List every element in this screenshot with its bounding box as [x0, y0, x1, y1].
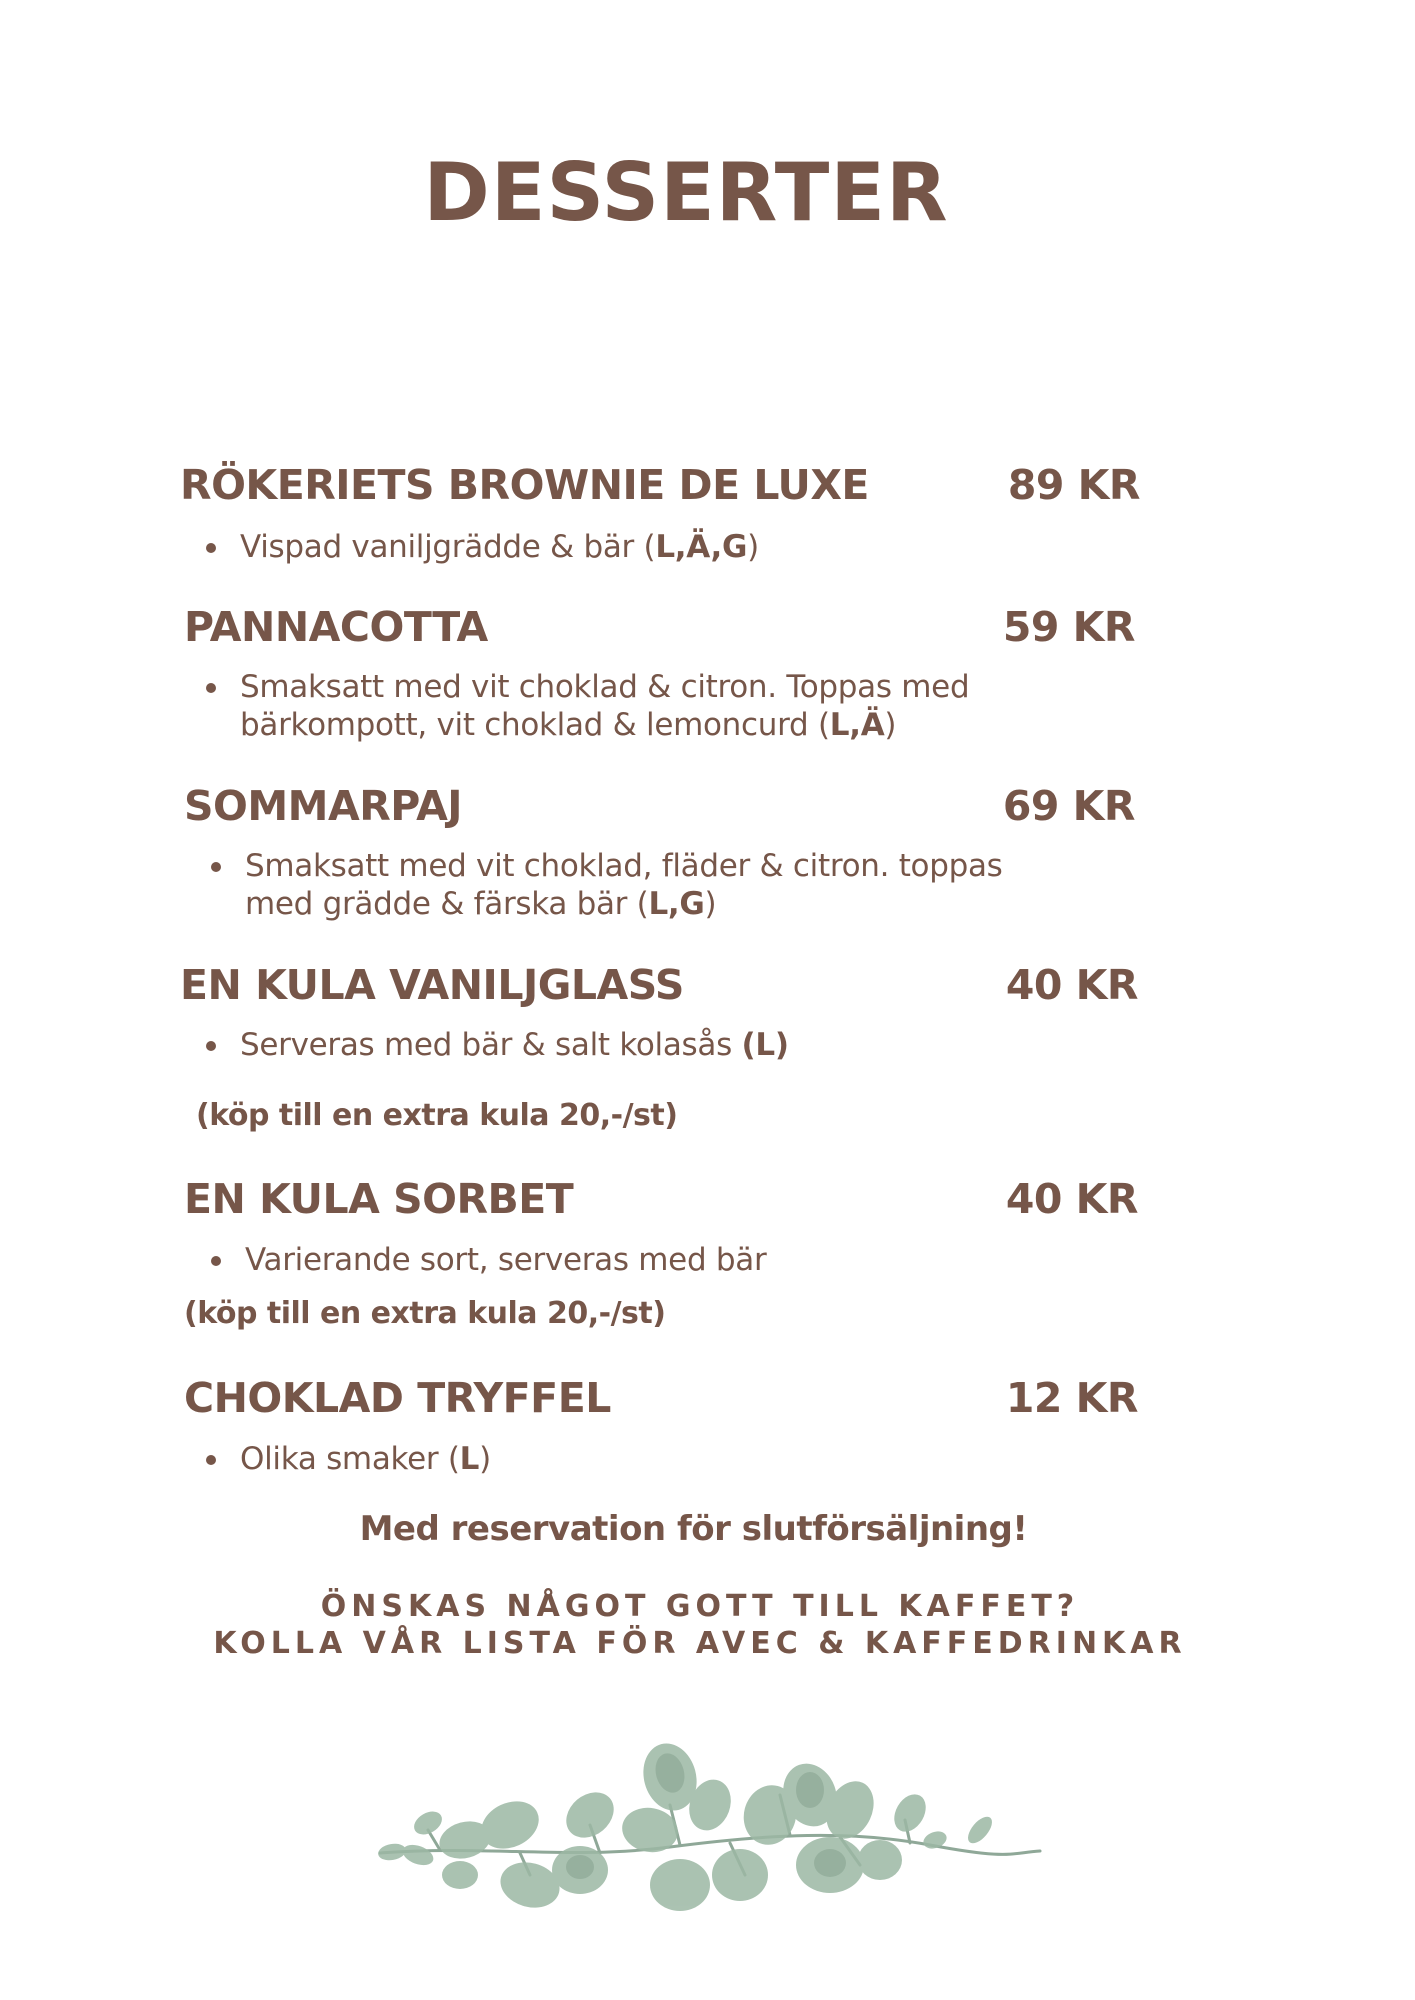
item-name-sommarpaj: SOMMARPAJ [184, 782, 463, 830]
reservation-note: Med reservation för slutförsäljning! [359, 1509, 1028, 1549]
item-name-vaniljglass: EN KULA VANILJGLASS [180, 961, 684, 1009]
item-price-tryffel: 12 KR [1005, 1374, 1138, 1422]
item-price-brownie: 89 KR [1007, 461, 1140, 509]
item-note-sorbet: (köp till en extra kula 20,-/st) [184, 1296, 666, 1331]
bullet-icon [206, 543, 216, 553]
item-note-vaniljglass: (köp till en extra kula 20,-/st) [196, 1098, 678, 1133]
item-desc-tryffel: Olika smaker (L) [240, 1441, 491, 1477]
coffee-line-2: KOLLA VÅR LISTA FÖR AVEC & KAFFEDRINKAR [213, 1626, 1187, 1661]
item-desc-vaniljglass: Serveras med bär & salt kolasås (L) [240, 1027, 789, 1063]
item-price-sommarpaj: 69 KR [1002, 782, 1135, 830]
item-name-pannacotta: PANNACOTTA [184, 603, 488, 651]
bullet-icon [211, 862, 221, 872]
item-desc-brownie: Vispad vaniljgrädde & bär (L,Ä,G) [240, 529, 759, 565]
item-desc-pannacotta-line2: bärkompott, vit choklad & lemoncurd (L,Ä) [240, 707, 897, 743]
item-price-vaniljglass: 40 KR [1005, 961, 1138, 1009]
bullet-icon [211, 1256, 221, 1266]
coffee-line-1: ÖNSKAS NÅGOT GOTT TILL KAFFET? [320, 1589, 1080, 1624]
bullet-icon [206, 1041, 216, 1051]
bullet-icon [206, 1455, 216, 1465]
page-title: DESSERTER [423, 146, 949, 239]
item-name-tryffel: CHOKLAD TRYFFEL [184, 1374, 611, 1422]
item-name-sorbet: EN KULA SORBET [184, 1175, 574, 1223]
item-desc-pannacotta-line1: Smaksatt med vit choklad & citron. Toppas med [240, 669, 970, 705]
bullet-icon [206, 683, 216, 693]
item-desc-sommarpaj-line2: med grädde & färska bär (L,G) [245, 886, 717, 922]
item-price-pannacotta: 59 KR [1002, 603, 1135, 651]
item-name-brownie: RÖKERIETS BROWNIE DE LUXE [180, 461, 869, 509]
item-desc-sommarpaj-line1: Smaksatt med vit choklad, fläder & citron. toppas [245, 848, 1003, 884]
eucalyptus-branch-icon [370, 1735, 1050, 1945]
item-price-sorbet: 40 KR [1005, 1175, 1138, 1223]
item-desc-sorbet: Varierande sort, serveras med bär [245, 1242, 767, 1278]
